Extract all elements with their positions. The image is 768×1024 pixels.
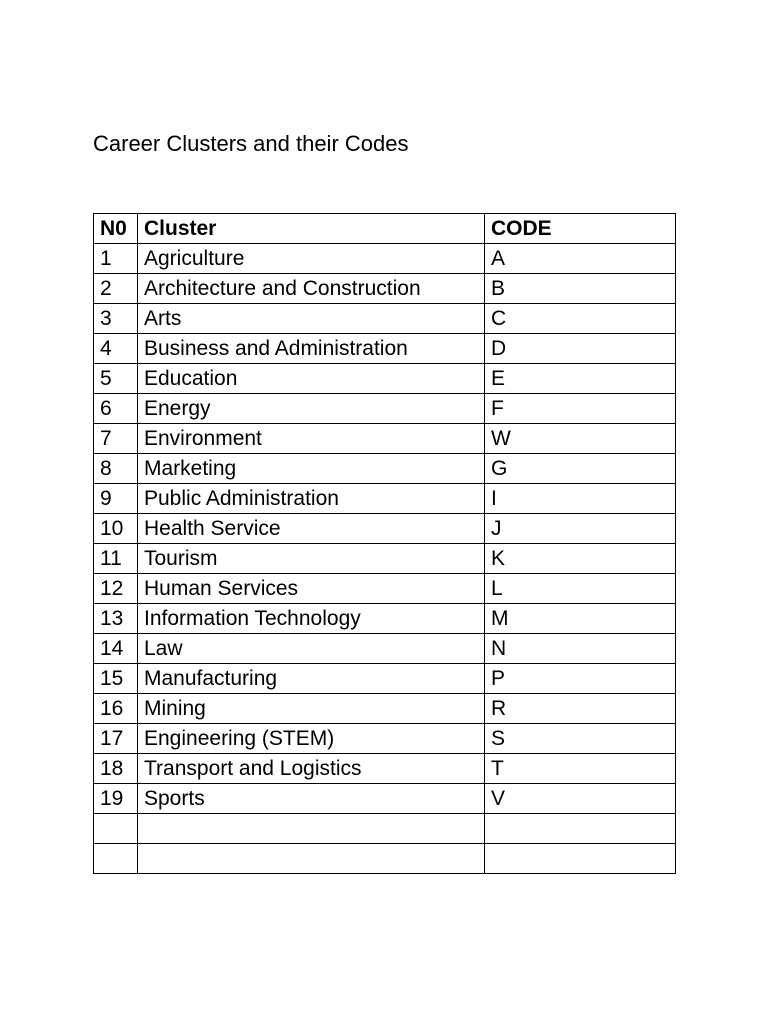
cell-no: 7 (94, 424, 138, 454)
cell-code: T (485, 754, 676, 784)
cell-cluster: Health Service (138, 514, 485, 544)
table-row (94, 634, 676, 664)
cell-code: K (485, 544, 676, 574)
cell-cluster: Engineering (STEM) (138, 724, 485, 754)
cell-code: E (485, 364, 676, 394)
cell-code: M (485, 604, 676, 634)
cell-no: 1 (94, 244, 138, 274)
table-row (94, 274, 676, 304)
cell-cluster: Mining (138, 694, 485, 724)
cell-cluster: Education (138, 364, 485, 394)
cell-code (485, 844, 676, 874)
table-row (94, 244, 676, 274)
cell-cluster: Public Administration (138, 484, 485, 514)
cell-cluster: Human Services (138, 574, 485, 604)
table-row (94, 364, 676, 394)
table-row (94, 484, 676, 514)
cell-no (94, 814, 138, 844)
column-header-cluster: Cluster (138, 214, 485, 244)
table-row (94, 814, 676, 844)
table-row (94, 424, 676, 454)
cell-code (485, 814, 676, 844)
cell-no: 10 (94, 514, 138, 544)
cell-cluster: Manufacturing (138, 664, 485, 694)
cell-cluster: Business and Administration (138, 334, 485, 364)
table-row (94, 694, 676, 724)
cell-no: 9 (94, 484, 138, 514)
table-row (94, 664, 676, 694)
cell-cluster: Environment (138, 424, 485, 454)
page-title: Career Clusters and their Codes (93, 131, 409, 156)
career-clusters-table (93, 213, 676, 874)
cell-cluster: Tourism (138, 544, 485, 574)
table-row (94, 334, 676, 364)
table-row (94, 844, 676, 874)
cell-code: I (485, 484, 676, 514)
cell-no: 18 (94, 754, 138, 784)
cell-cluster: Marketing (138, 454, 485, 484)
cell-code: F (485, 394, 676, 424)
table-row (94, 304, 676, 334)
cell-cluster: Law (138, 634, 485, 664)
column-header-code: CODE (485, 214, 676, 244)
table-row (94, 754, 676, 784)
cell-cluster: Arts (138, 304, 485, 334)
table-row (94, 724, 676, 754)
table-row (94, 514, 676, 544)
cell-no: 15 (94, 664, 138, 694)
cell-no: 17 (94, 724, 138, 754)
cell-code: W (485, 424, 676, 454)
cell-code: N (485, 634, 676, 664)
cell-no: 4 (94, 334, 138, 364)
cell-cluster (138, 844, 485, 874)
cell-code: C (485, 304, 676, 334)
cell-no: 6 (94, 394, 138, 424)
column-header-no: N0 (94, 214, 138, 244)
cell-cluster: Transport and Logistics (138, 754, 485, 784)
table-row (94, 544, 676, 574)
cell-no: 13 (94, 604, 138, 634)
cell-no: 2 (94, 274, 138, 304)
cell-no: 8 (94, 454, 138, 484)
table-body (94, 244, 676, 874)
table-row (94, 604, 676, 634)
cell-code: L (485, 574, 676, 604)
table-row (94, 454, 676, 484)
cell-code: R (485, 694, 676, 724)
table-row (94, 394, 676, 424)
cell-code: P (485, 664, 676, 694)
cell-no: 14 (94, 634, 138, 664)
cell-cluster: Agriculture (138, 244, 485, 274)
table-header-row (94, 214, 676, 244)
cell-no: 19 (94, 784, 138, 814)
cell-code: V (485, 784, 676, 814)
cell-code: G (485, 454, 676, 484)
cell-cluster: Information Technology (138, 604, 485, 634)
table-row (94, 784, 676, 814)
cell-cluster: Architecture and Construction (138, 274, 485, 304)
cell-no: 3 (94, 304, 138, 334)
cell-code: S (485, 724, 676, 754)
cell-code: J (485, 514, 676, 544)
cell-code: B (485, 274, 676, 304)
cell-no: 12 (94, 574, 138, 604)
table-row (94, 574, 676, 604)
cell-code: D (485, 334, 676, 364)
cell-code: A (485, 244, 676, 274)
cell-no: 16 (94, 694, 138, 724)
cell-cluster: Energy (138, 394, 485, 424)
cell-cluster: Sports (138, 784, 485, 814)
cell-cluster (138, 814, 485, 844)
cell-no: 5 (94, 364, 138, 394)
cell-no (94, 844, 138, 874)
cell-no: 11 (94, 544, 138, 574)
